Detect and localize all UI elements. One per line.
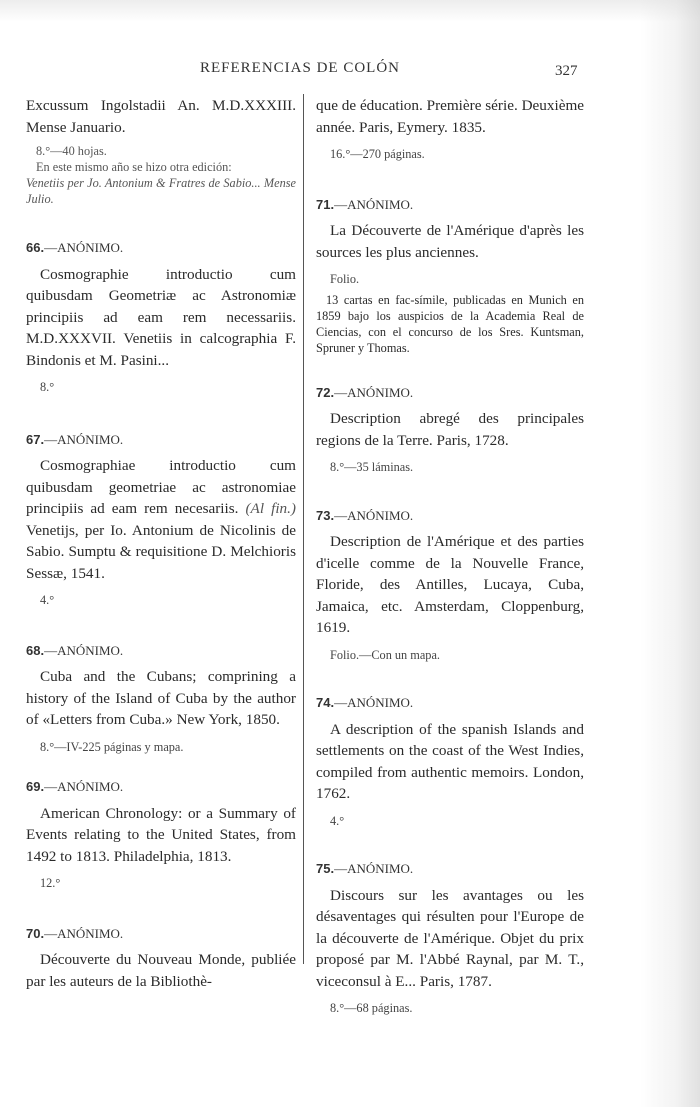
entry-71 [316, 194, 584, 356]
entry-format: 8.° [40, 380, 55, 394]
entry-author: —ANÓNIMO. [334, 384, 414, 400]
entry-author: —ANÓNIMO. [334, 861, 414, 876]
entry-number: 70. [26, 925, 45, 941]
entry-author: —ANÓNIMO. [44, 431, 124, 447]
page-edge-shadow [640, 0, 700, 1107]
entry-format: 12.° [40, 876, 61, 890]
entry-title-part: Venetijs, per Io. Antonium de Nicolinis de Sabio. Sumptu & requisitione D. Melchioris Sessæ, 1541. [26, 521, 296, 582]
entry-heading [26, 640, 296, 662]
entry-title: La Découverte de l'Amérique d'après les sources les plus anciennes. [316, 222, 584, 261]
right-column [316, 95, 584, 1020]
entry-title: Découverte du Nouveau Monde, publiée par les auteurs de la Bibliothè- [26, 951, 296, 990]
entry-73 [316, 505, 584, 667]
entry-heading [316, 692, 584, 714]
page-top-shadow [0, 0, 700, 22]
entry-author: —ANÓNIMO. [44, 925, 124, 941]
entry-title-italic: (Al fin.) [245, 500, 296, 517]
entry-author: —ANÓNIMO. [44, 240, 124, 255]
entry-66 [26, 237, 296, 399]
entry-70 [26, 923, 296, 993]
entry-74 [316, 692, 584, 832]
entry-format: 4.° [330, 813, 345, 828]
entry-heading [316, 858, 584, 880]
entry-heading [26, 237, 296, 259]
entry-heading [26, 776, 296, 798]
entry-number: 67. [26, 431, 45, 447]
entry-format: Folio. [330, 272, 360, 286]
running-head [0, 60, 700, 84]
entry-format: 8.°—40 hojas. [36, 144, 107, 158]
entry-68 [26, 640, 296, 759]
entry-69 [26, 776, 296, 895]
entry-note: 13 cartas en fac-símile, publicadas en Munich en 1859 bajo los auspicios de la Academia Real de Ciencias, con el concurso de los Sres. Kuntsman, Spruner y Thomas. [316, 292, 584, 355]
entry-title: Discours sur les avantages ou les désaventages qui résulten pour l'Europe de la découverte de l'Amérique. Objet du prix proposé par M. l'Abbé Raynal, par M. T., viceconsul à E... Paris, 1787. [316, 886, 584, 990]
entry-title: American Chronology: or a Summary of Events relating to the United States, from 1492 to 1813. Philadelphia, 1813. [26, 804, 296, 865]
entry-75 [316, 858, 584, 1020]
entry-author: —ANÓNIMO. [44, 642, 124, 658]
entry-format: 8.°—68 páginas. [330, 1001, 413, 1015]
entry-author: —ANÓNIMO. [44, 779, 124, 794]
entry-format: 16.°—270 páginas. [330, 147, 425, 161]
entry-number: 66. [26, 240, 45, 255]
entry-title: Excussum Ingolstadii An. M.D.XXXIII. Mense Januario. [26, 97, 296, 136]
entry-number: 69. [26, 779, 45, 794]
entry-heading [316, 382, 584, 404]
entry-author: —ANÓNIMO. [334, 507, 414, 523]
page-number: 327 [555, 63, 578, 79]
entry-format: 8.°—35 láminas. [330, 460, 414, 474]
entry-title: Cosmographie introductio cum quibusdam Geometriæ ac Astronomiæ principiis ad eam rem necessariis. M.D.XXXVII. Venetiis in calcographia F. Bindonis et M. Pasini... [26, 265, 296, 369]
entry-heading [316, 194, 584, 216]
entry-number: 71. [316, 196, 335, 212]
entry-author: —ANÓNIMO. [334, 695, 414, 710]
entry-number: 74. [316, 695, 335, 710]
entry-title [26, 455, 296, 584]
entry-format: 4.° [40, 593, 55, 607]
left-column [26, 95, 296, 992]
entry-72 [316, 382, 584, 479]
entry-number: 75. [316, 861, 335, 876]
entry-title: que de éducation. Première série. Deuxième année. Paris, Eymery. 1835. [316, 97, 584, 136]
entry-title: Description abregé des principales regions de la Terre. Paris, 1728. [316, 410, 584, 449]
entry-title-part: Cosmographiae introductio cum quibusdam geometriae ac astronomiae principiis ad eam rem necesariis. [26, 457, 296, 517]
column-divider [303, 94, 304, 964]
entry-note-italic: Venetiis per Jo. Antonium & Fratres de Sabio... Mense Julio. [26, 176, 296, 206]
entry-author: —ANÓNIMO. [334, 196, 414, 212]
running-title: REFERENCIAS DE COLÓN [200, 60, 401, 76]
entry-number: 68. [26, 642, 45, 658]
continuation-entry [316, 95, 584, 166]
entry-title: A description of the spanish Islands and settlements on the coast of the West Indies, compiled from authentic memoirs. London, 1762. [316, 720, 584, 802]
entry-title: Description de l'Amérique et des parties d'icelle comme de la Nouvelle France, Floride, des Antilles, Lucaya, Cuba, Jamaica, etc. Amsterdam, Cloppenburg, 1619. [316, 533, 584, 636]
entry-heading [26, 923, 296, 945]
entry-format: Folio.—Con un mapa. [330, 647, 440, 662]
entry-heading [26, 429, 296, 451]
entry-heading [316, 505, 584, 527]
entry-67 [26, 429, 296, 612]
entry-format: 8.°—IV-225 páginas y mapa. [40, 739, 184, 754]
entry-title: Cuba and the Cubans; comprining a history of the Island of Cuba by the author of «Letters from Cuba.» New York, 1850. [26, 668, 296, 728]
entry-note: En este mismo año se hizo otra edición: [36, 160, 232, 174]
continuation-entry [26, 95, 296, 207]
entry-number: 73. [316, 507, 335, 523]
entry-number: 72. [316, 384, 335, 400]
